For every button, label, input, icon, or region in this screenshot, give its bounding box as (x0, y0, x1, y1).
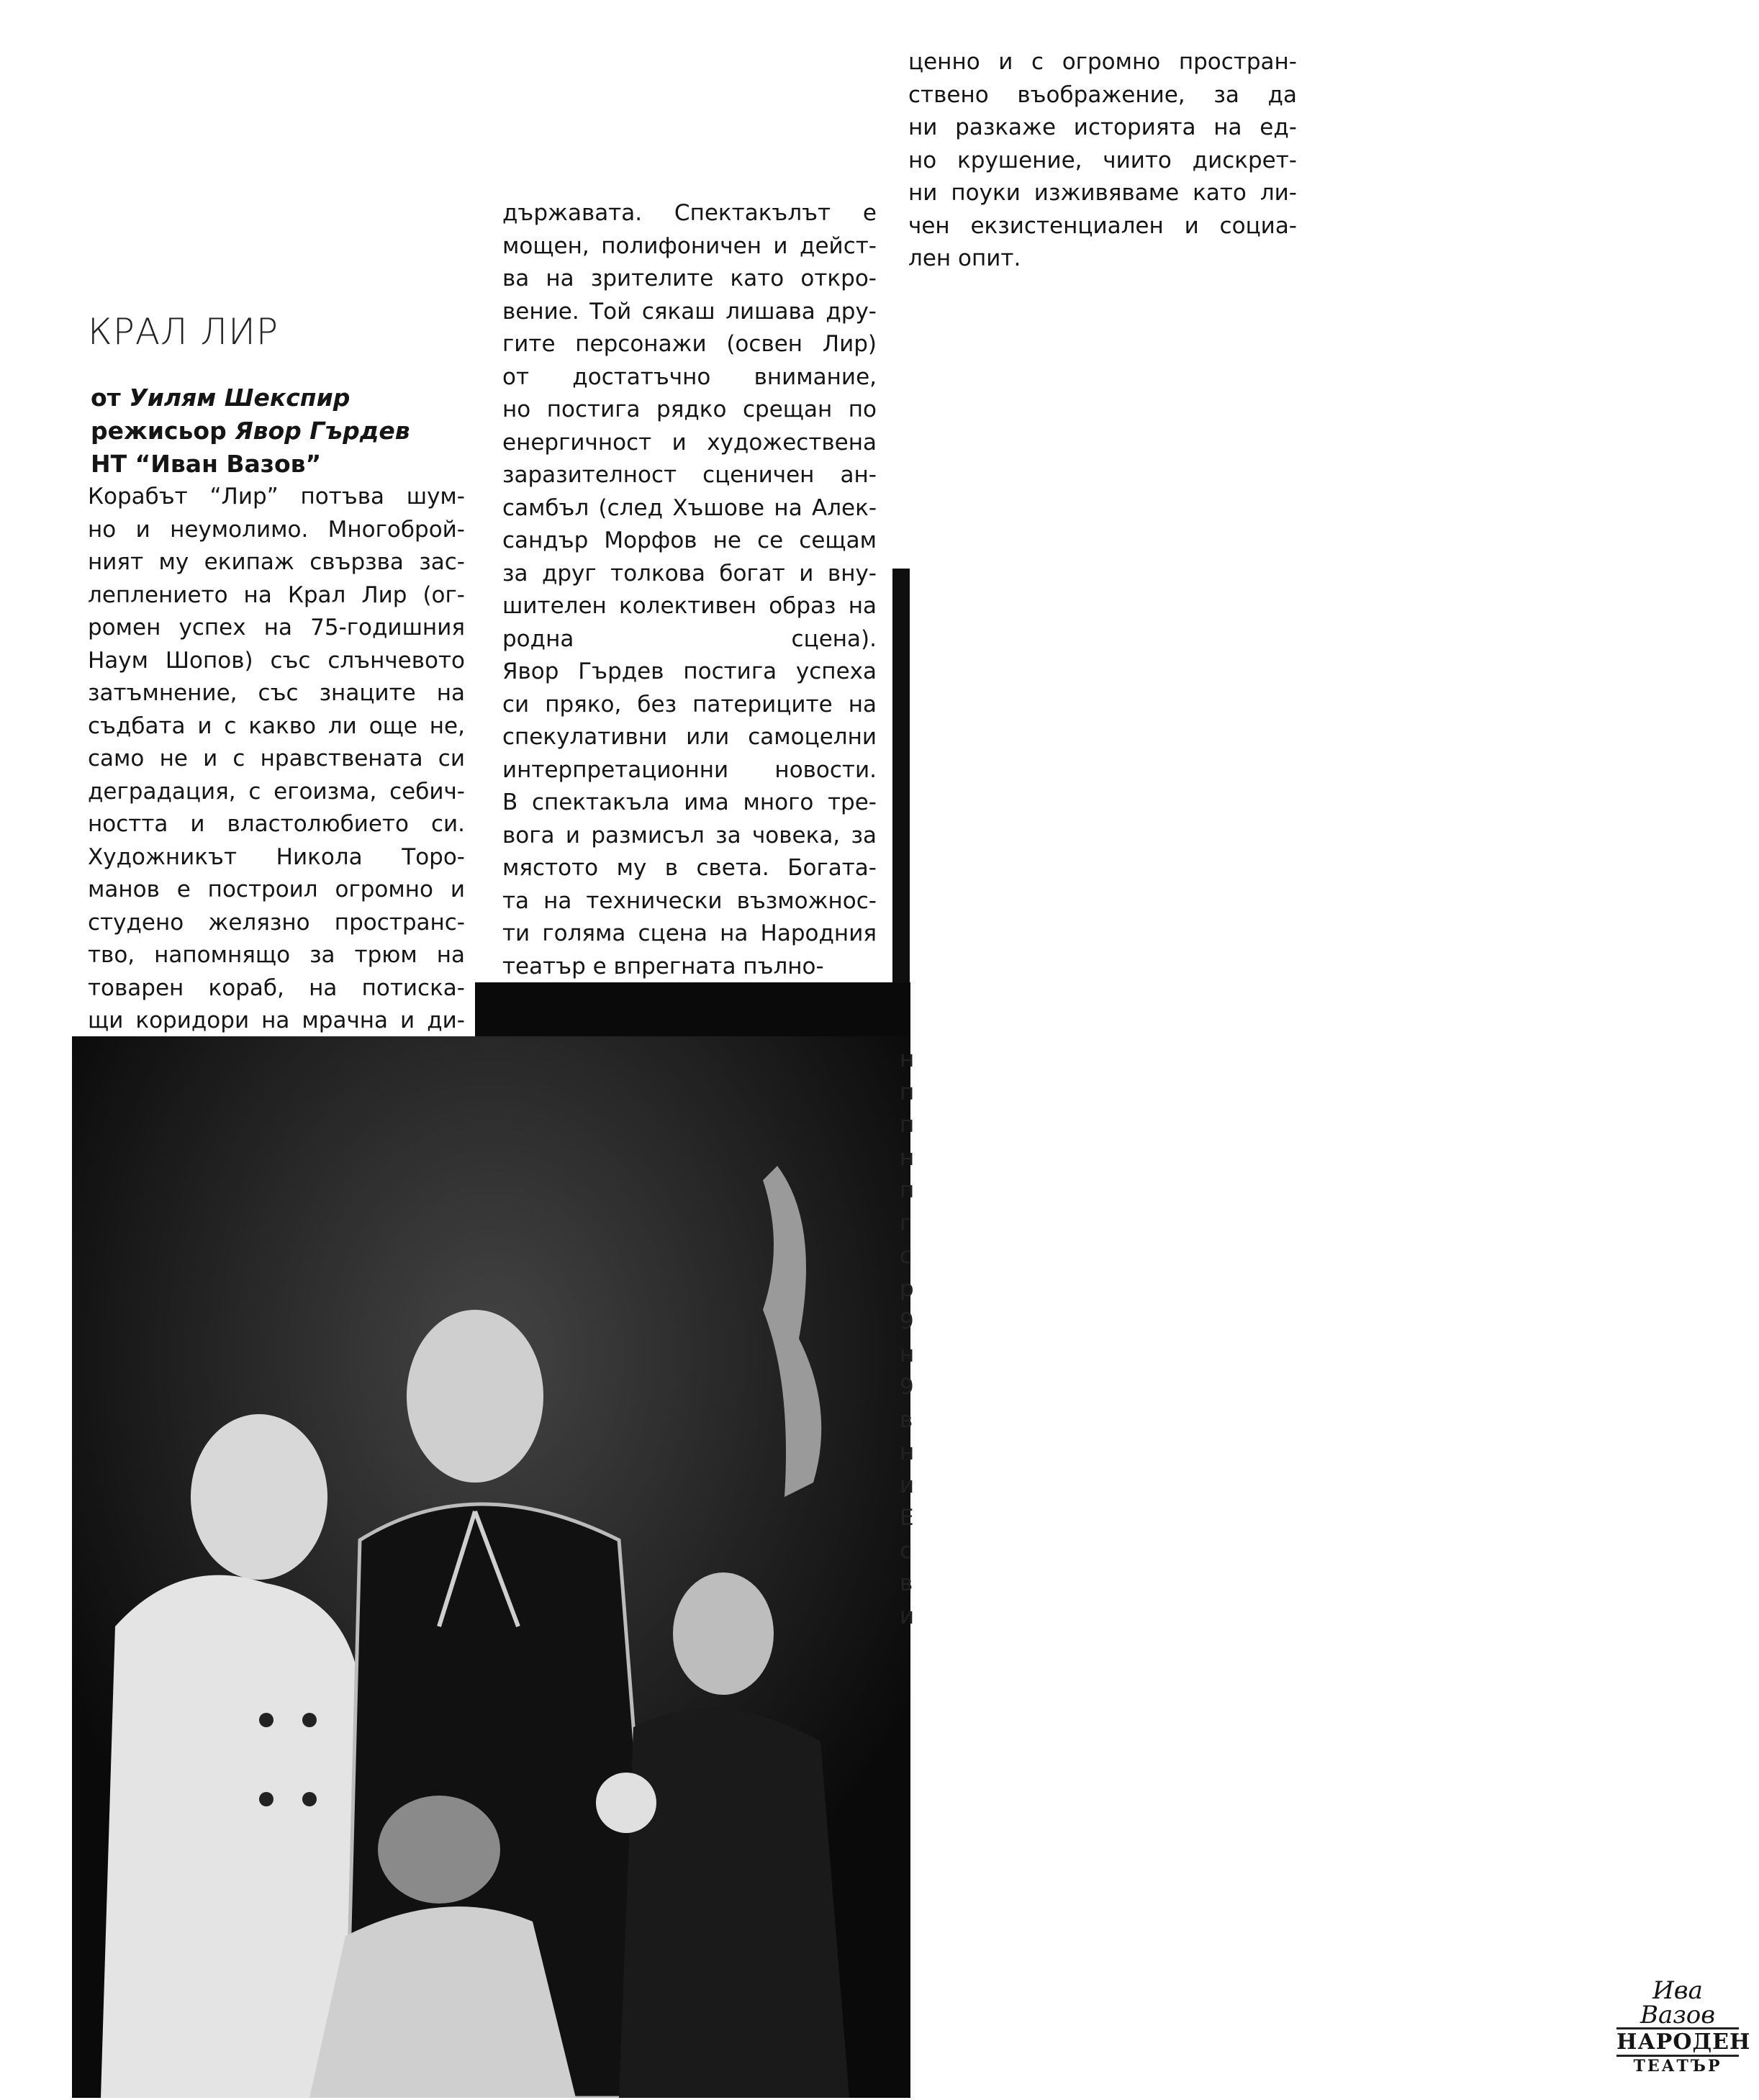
text-line: студено желязно пространс- (88, 909, 465, 936)
fragment-char: 9 (900, 1374, 914, 1400)
figure-foreground-head (378, 1796, 500, 1904)
figure-man-head (673, 1572, 774, 1695)
figure-man-body (619, 1708, 849, 2098)
text-line: спекулативни или самоцелни (502, 724, 877, 750)
stage-photo (72, 1036, 910, 2098)
author-line (91, 381, 410, 415)
fragment-char: с (900, 1537, 913, 1564)
text-line: тво, напомнящо за трюм на (88, 942, 465, 968)
text-line: но и неумолимо. Многоброй- (88, 516, 465, 543)
fragment-char: Е (900, 1505, 914, 1531)
text-line: ва на зрителите като откро- (502, 266, 877, 291)
director-name: Явор Гърдев (235, 417, 410, 445)
author-name: Уилям Шекспир (129, 384, 351, 412)
text-line: затъмнение, със знаците на (88, 680, 465, 706)
text-line: от достатъчно внимание, (502, 363, 877, 390)
fragment-char: в (900, 1406, 913, 1433)
text-line: си пряко, без патериците на (502, 691, 877, 718)
text-line: ният му екипаж свързва зас- (88, 549, 465, 575)
text-line: манов е построил огромно и (88, 877, 465, 902)
text-line: вога и размисъл за човека, за (502, 822, 877, 848)
text-line: заразителност сценичен ан- (502, 462, 877, 488)
text-line: Художникът Никола Торо- (88, 843, 465, 870)
text-line: съдбата и с какво ли още не, (88, 712, 465, 739)
text-line: ни разкаже историята на ед- (908, 114, 1297, 140)
figure-foreground-body (309, 1906, 576, 2098)
text-line: ромен успех на 75-годишния (88, 615, 465, 641)
text-line: но постига рядко срещан по (502, 397, 877, 422)
text-line: Наум Шопов) със слънчевото (88, 647, 465, 674)
photo-edge-stripe (892, 569, 910, 1011)
text-line: ността и властолюбието си. (88, 811, 465, 837)
text-line: за друг толкова богат и вну- (502, 560, 877, 587)
text-line: самбъл (след Хъшове на Алек- (502, 494, 877, 521)
figure-hand (596, 1773, 656, 1833)
figure-lear-head (407, 1310, 543, 1483)
text-line: чен екзистенциален и социа- (908, 212, 1297, 239)
theatre-logo (1616, 1976, 1751, 2076)
fragment-char: н (900, 1046, 915, 1072)
fragment-char: с (900, 1243, 913, 1269)
text-line: В спектакъла има много тре- (502, 789, 877, 815)
column-3 (908, 46, 1297, 276)
text-line: родна сцена). (502, 625, 877, 652)
fragment-char: п (900, 1112, 915, 1138)
text-line: гите персонажи (освен Лир) (502, 331, 877, 357)
article-title: КРАЛ ЛИР (88, 311, 279, 353)
text-line: ствено въображение, за да (908, 81, 1297, 108)
text-line: ти голяма сцена на Народния (502, 920, 877, 946)
text-line: енергичност и художествена (502, 429, 877, 456)
text-line: Явор Гърдев постига успеха (502, 658, 877, 684)
text-line: мощен, полифоничен и дейст- (502, 232, 877, 259)
fragment-char: п (900, 1079, 915, 1105)
fragment-char: г (900, 1210, 912, 1236)
text-line: товарен кораб, на потиска- (88, 974, 465, 1001)
text-line: ни поуки изживяваме като ли- (908, 180, 1297, 206)
text-line: само не и с нравствената си (88, 746, 465, 771)
fragment-char: и (900, 1603, 915, 1629)
column-2 (502, 197, 877, 983)
text-line: щи коридори на мрачна и ди- (88, 1008, 465, 1033)
text-line: лен опит. (908, 245, 1021, 271)
fragment-char: п (900, 1177, 915, 1203)
text-line: леплението на Крал Лир (ог- (88, 581, 465, 608)
fragment-char: н (900, 1144, 915, 1171)
theatre-line: НТ “Иван Вазов” (91, 450, 322, 478)
fragment-char: 9 (900, 1308, 914, 1334)
figure-woman-head (191, 1414, 327, 1580)
text-line: ценно и с огромно простран- (908, 49, 1297, 75)
text-line: мястото му в света. Богата- (502, 855, 877, 881)
text-line: та на технически възможнос- (502, 887, 877, 914)
text-line: държавата. Спектакълът е (502, 200, 877, 226)
text-line: интерпретационни новости. (502, 756, 877, 783)
fragment-char: и (900, 1472, 915, 1498)
text-line: театър е впрегната пълно- (502, 953, 824, 979)
logo-name: НАРОДЕН (1616, 2027, 1739, 2057)
fragment-char: р (900, 1275, 914, 1302)
clipped-column-fragments (900, 1044, 928, 1633)
text-line: деградация, с егоизма, себич- (88, 778, 465, 805)
text-line: Корабът “Лир” потъва шум- (88, 484, 465, 510)
logo-sub: ТЕАТЪР (1633, 2057, 1722, 2076)
fragment-char: н (900, 1439, 915, 1465)
text-line: шителен колективен образ на (502, 593, 877, 619)
text-line: вение. Той сякаш лишава дру- (502, 298, 877, 325)
fragment-char: н (900, 1341, 915, 1367)
director-prefix: режисьор (91, 417, 227, 445)
stage-photo-illustration (72, 1036, 910, 2098)
fragment-char: в (900, 1570, 913, 1596)
credits (91, 381, 410, 481)
author-prefix: от (91, 384, 121, 412)
text-line: сандър Морфов не се сещам (502, 528, 877, 553)
logo-script: Ива Вазов (1640, 1976, 1716, 2029)
director-line (91, 415, 410, 448)
text-line: но крушение, чиито дискрет- (908, 147, 1297, 173)
